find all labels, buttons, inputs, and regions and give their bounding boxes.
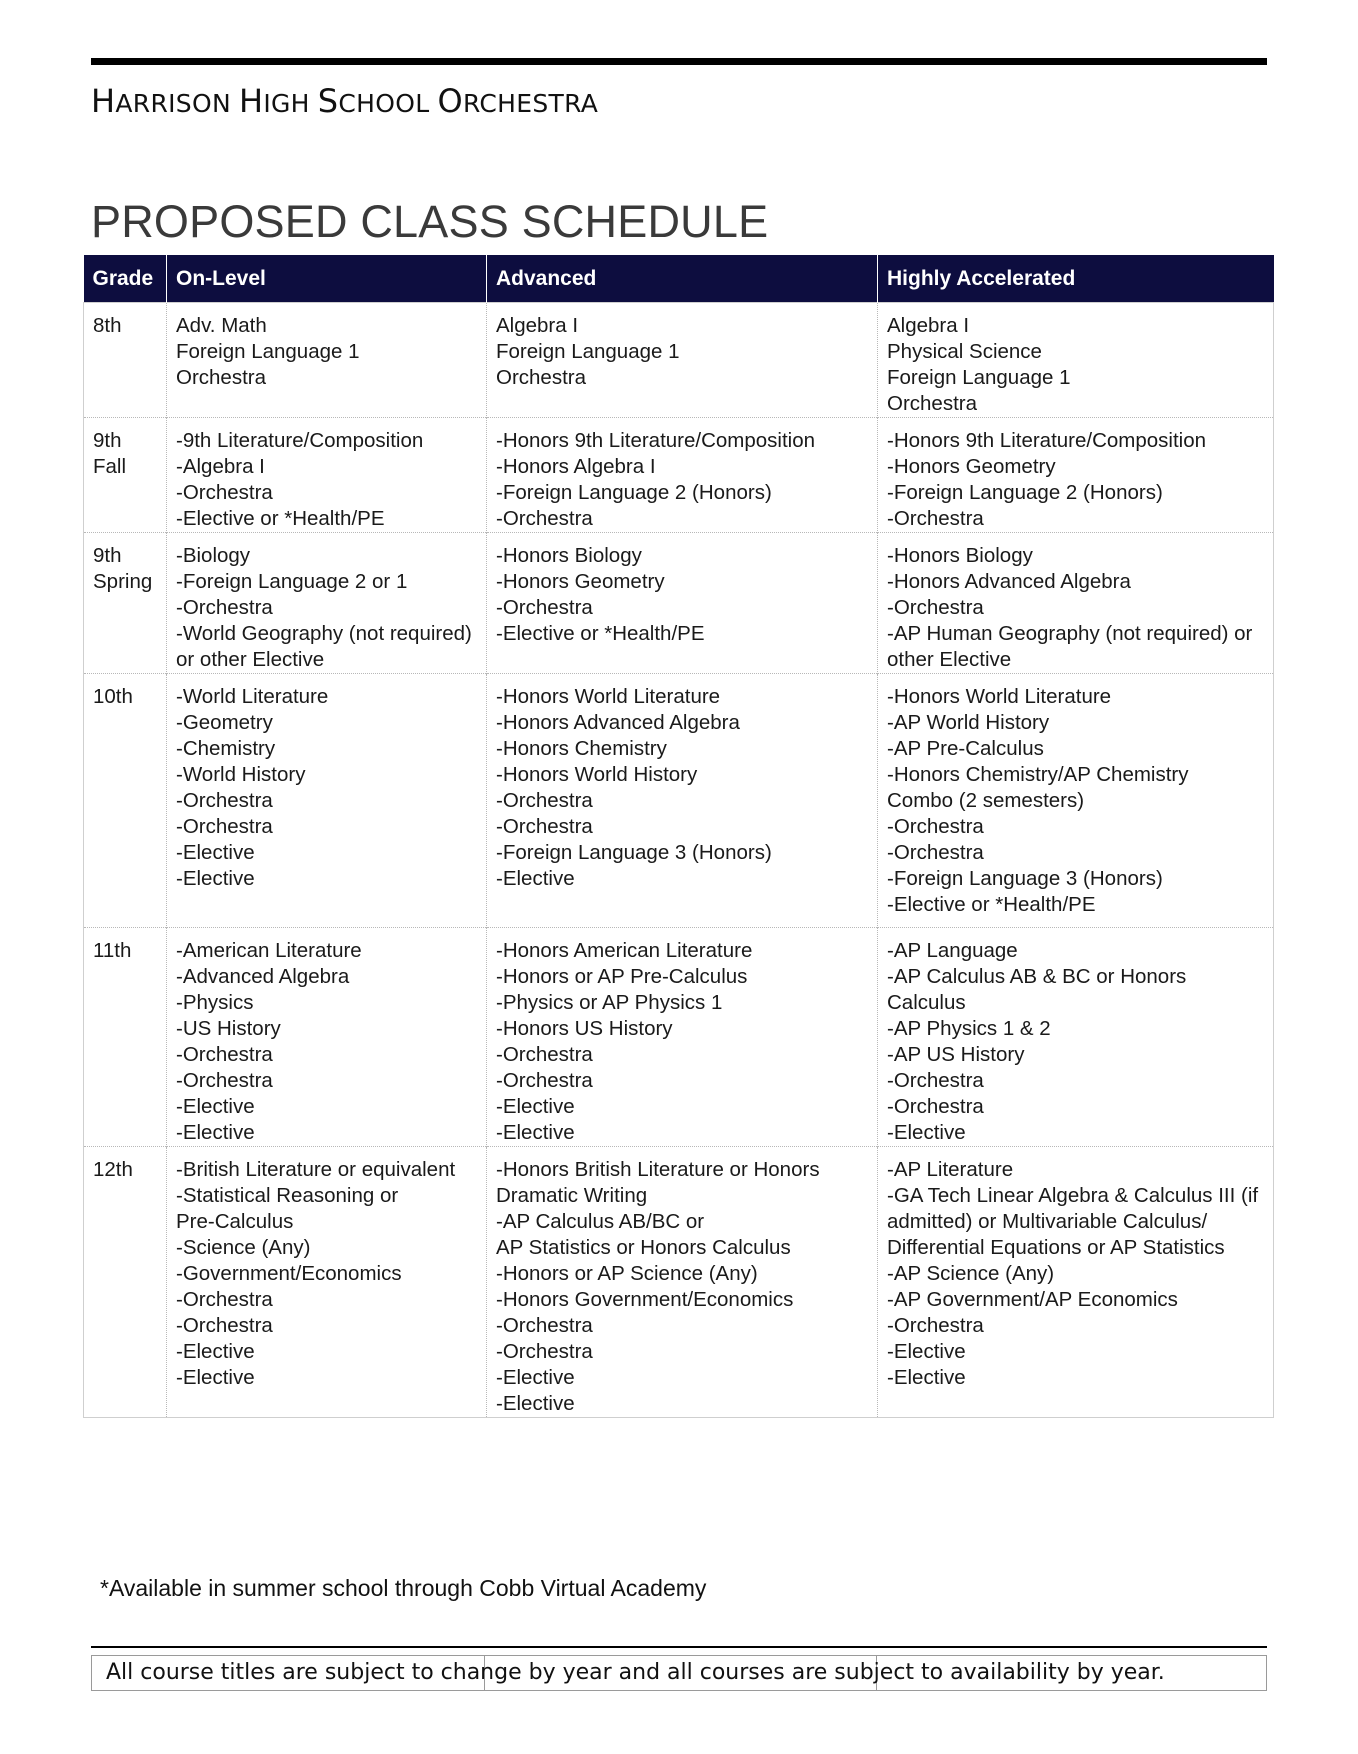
course-line: -Elective (496, 1095, 575, 1118)
course-line: -Orchestra (176, 1069, 273, 1092)
course-line: -Orchestra (496, 507, 593, 530)
course-line: -Honors Chemistry (496, 737, 667, 760)
cell-highly-accelerated (878, 303, 1274, 418)
course-line: 8th (93, 314, 122, 337)
course-line: -Elective (176, 841, 255, 864)
course-line: -Honors Government/Economics (496, 1288, 794, 1311)
footnote: *Available in summer school through Cobb Virtual Academy (100, 1575, 707, 1601)
course-line: -Orchestra (176, 815, 273, 838)
cell-grade (84, 418, 167, 533)
course-line: -Foreign Language 3 (Honors) (887, 867, 1163, 890)
cell-grade (84, 533, 167, 674)
course-line: or other Elective (176, 648, 325, 671)
course-line: -Elective (887, 1121, 966, 1144)
course-line: -Honors World Literature (496, 685, 721, 708)
course-line: -Physics or AP Physics 1 (496, 991, 723, 1014)
table-row (84, 674, 1274, 928)
schedule-table (83, 255, 1274, 1418)
course-line: Foreign Language 1 (176, 340, 360, 363)
course-line: -British Literature or equivalent (176, 1158, 456, 1181)
course-line: -Elective or *Health/PE (496, 622, 705, 645)
course-line: -AP Government/AP Economics (887, 1288, 1178, 1311)
course-line: Foreign Language 1 (887, 366, 1071, 389)
course-line: -Foreign Language 2 or 1 (176, 570, 408, 593)
course-line: Combo (2 semesters) (887, 789, 1085, 812)
table-row (84, 303, 1274, 418)
course-line: other Elective (887, 648, 1012, 671)
course-line: -Orchestra (887, 1095, 984, 1118)
course-line: -Orchestra (176, 1043, 273, 1066)
cell-advanced (487, 303, 878, 418)
cell-on-level (167, 928, 487, 1147)
course-line: Physical Science (887, 340, 1042, 363)
course-line: -Foreign Language 2 (Honors) (496, 481, 772, 504)
course-line: -AP Calculus AB/BC or (496, 1210, 705, 1233)
course-line: Orchestra (496, 366, 586, 389)
course-line: Orchestra (176, 366, 266, 389)
course-line: -Government/Economics (176, 1262, 402, 1285)
course-line: -Elective (176, 1095, 255, 1118)
header-on-level: On-Level (167, 255, 487, 303)
course-line: -Orchestra (176, 481, 273, 504)
course-line: -Elective (887, 1340, 966, 1363)
cell-advanced (487, 674, 878, 928)
course-line: 12th (93, 1158, 133, 1181)
course-line: -Elective or *Health/PE (176, 507, 385, 530)
course-line: Calculus (887, 991, 966, 1014)
cell-grade (84, 1147, 167, 1418)
course-line: -Orchestra (176, 596, 273, 619)
table-row (84, 533, 1274, 674)
course-line: -Science (Any) (176, 1236, 311, 1259)
course-line: -AP Pre-Calculus (887, 737, 1044, 760)
cell-highly-accelerated (878, 418, 1274, 533)
course-line: -Foreign Language 3 (Honors) (496, 841, 772, 864)
cell-advanced (487, 533, 878, 674)
course-line: -Honors Chemistry/AP Chemistry (887, 763, 1189, 786)
course-line: -AP Science (Any) (887, 1262, 1055, 1285)
cell-on-level (167, 303, 487, 418)
course-line: 9th (93, 544, 122, 567)
course-line: -American Literature (176, 939, 362, 962)
course-line: -Honors US History (496, 1017, 673, 1040)
course-line: 9th (93, 429, 122, 452)
course-line: -Biology (176, 544, 251, 567)
course-line: -Geometry (176, 711, 273, 734)
course-line: -GA Tech Linear Algebra & Calculus III (if (887, 1184, 1259, 1207)
course-line: -Advanced Algebra (176, 965, 350, 988)
course-line: Dramatic Writing (496, 1184, 648, 1207)
cell-highly-accelerated (878, 1147, 1274, 1418)
course-line: -Honors British Literature or Honors (496, 1158, 820, 1181)
course-line: -Honors World History (496, 763, 698, 786)
course-line: 10th (93, 685, 133, 708)
course-line: -AP Human Geography (not required) or (887, 622, 1253, 645)
course-line: -Orchestra (887, 1314, 984, 1337)
course-line: -Orchestra (887, 596, 984, 619)
top-rule (91, 58, 1267, 65)
course-line: -Elective (176, 1366, 255, 1389)
course-line: -AP Calculus AB & BC or Honors (887, 965, 1187, 988)
course-line: -Orchestra (887, 1069, 984, 1092)
course-line: admitted) or Multivariable Calculus/ (887, 1210, 1208, 1233)
course-line: -Elective (496, 1366, 575, 1389)
course-line: -Orchestra (176, 1314, 273, 1337)
cell-on-level (167, 674, 487, 928)
course-line: Differential Equations or AP Statistics (887, 1236, 1225, 1259)
course-line: -Elective (176, 867, 255, 890)
header-advanced: Advanced (487, 255, 878, 303)
course-line: -Orchestra (887, 841, 984, 864)
table-row (84, 928, 1274, 1147)
course-line: -Elective (496, 867, 575, 890)
school-name-word: SCHOOL (317, 82, 430, 120)
course-line: -Elective (496, 1121, 575, 1144)
course-line: -AP World History (887, 711, 1050, 734)
course-line: -AP Literature (887, 1158, 1014, 1181)
cell-grade (84, 674, 167, 928)
course-line: -Honors 9th Literature/Composition (496, 429, 816, 452)
cell-advanced (487, 1147, 878, 1418)
course-line: -Honors or AP Pre-Calculus (496, 965, 748, 988)
school-name-word: HARRISON (91, 82, 231, 120)
course-line: AP Statistics or Honors Calculus (496, 1236, 791, 1259)
cell-advanced (487, 418, 878, 533)
course-line: Algebra I (887, 314, 970, 337)
course-line: -Honors Advanced Algebra (887, 570, 1131, 593)
school-name-word: ORCHESTRA (437, 82, 599, 120)
cell-highly-accelerated (878, 928, 1274, 1147)
bottom-rule (91, 1646, 1267, 1648)
cell-on-level (167, 533, 487, 674)
cell-highly-accelerated (878, 674, 1274, 928)
course-line: -Algebra I (176, 455, 265, 478)
course-line: -Orchestra (887, 507, 984, 530)
course-line: -Honors Advanced Algebra (496, 711, 740, 734)
course-line: 11th (93, 939, 132, 962)
course-line: -Honors Algebra I (496, 455, 656, 478)
course-line: -Orchestra (496, 1069, 593, 1092)
course-line: Spring (93, 570, 153, 593)
course-line: -Honors Geometry (887, 455, 1056, 478)
course-line: -Honors Geometry (496, 570, 665, 593)
course-line: -Elective (176, 1340, 255, 1363)
cell-highly-accelerated (878, 533, 1274, 674)
course-line: -World History (176, 763, 306, 786)
course-line: -Orchestra (887, 815, 984, 838)
course-line: -Honors American Literature (496, 939, 753, 962)
course-line: -Statistical Reasoning or (176, 1184, 399, 1207)
header-row (84, 255, 1274, 303)
course-line: -Foreign Language 2 (Honors) (887, 481, 1163, 504)
course-line: -Orchestra (496, 815, 593, 838)
course-line: -Orchestra (496, 596, 593, 619)
course-line: -World Literature (176, 685, 329, 708)
course-line: -AP Physics 1 & 2 (887, 1017, 1051, 1040)
course-line: -Orchestra (176, 789, 273, 812)
course-line: -Honors World Literature (887, 685, 1112, 708)
course-line: -Elective or *Health/PE (887, 893, 1096, 916)
course-line: Fall (93, 455, 127, 478)
cell-on-level (167, 418, 487, 533)
disclaimer-box (91, 1655, 1267, 1691)
course-line: -Orchestra (176, 1288, 273, 1311)
course-line: -Orchestra (496, 1340, 593, 1363)
course-line: Foreign Language 1 (496, 340, 680, 363)
course-line: Orchestra (887, 392, 977, 415)
course-line: -Orchestra (496, 1314, 593, 1337)
course-line: -Elective (496, 1392, 575, 1415)
course-line: -Honors Biology (887, 544, 1033, 567)
school-name (91, 82, 606, 120)
course-line: -AP Language (887, 939, 1018, 962)
course-line: -Orchestra (496, 789, 593, 812)
course-line: -Physics (176, 991, 254, 1014)
course-line: -Orchestra (496, 1043, 593, 1066)
cell-grade (84, 928, 167, 1147)
cell-advanced (487, 928, 878, 1147)
course-line: -Honors 9th Literature/Composition (887, 429, 1207, 452)
header-grade: Grade (84, 255, 167, 303)
header-highly-accelerated: Highly Accelerated (878, 255, 1274, 303)
course-line: Pre-Calculus (176, 1210, 294, 1233)
course-line: -Honors or AP Science (Any) (496, 1262, 758, 1285)
course-line: -Honors Biology (496, 544, 642, 567)
course-line: -Elective (887, 1366, 966, 1389)
cell-grade (84, 303, 167, 418)
table-row (84, 1147, 1274, 1418)
school-name-word: HIGH (238, 82, 310, 120)
course-line: -US History (176, 1017, 281, 1040)
course-line: Algebra I (496, 314, 579, 337)
course-line: -World Geography (not required) (176, 622, 472, 645)
disclaimer-text: All course titles are subject to change by year and all courses are subject to availability by year. (106, 1660, 1165, 1685)
page-title: PROPOSED CLASS SCHEDULE (91, 196, 769, 247)
course-line: -Chemistry (176, 737, 276, 760)
course-line: -9th Literature/Composition (176, 429, 424, 452)
course-line: -Elective (176, 1121, 255, 1144)
table-row (84, 418, 1274, 533)
cell-on-level (167, 1147, 487, 1418)
course-line: -AP US History (887, 1043, 1025, 1066)
course-line: Adv. Math (176, 314, 267, 337)
